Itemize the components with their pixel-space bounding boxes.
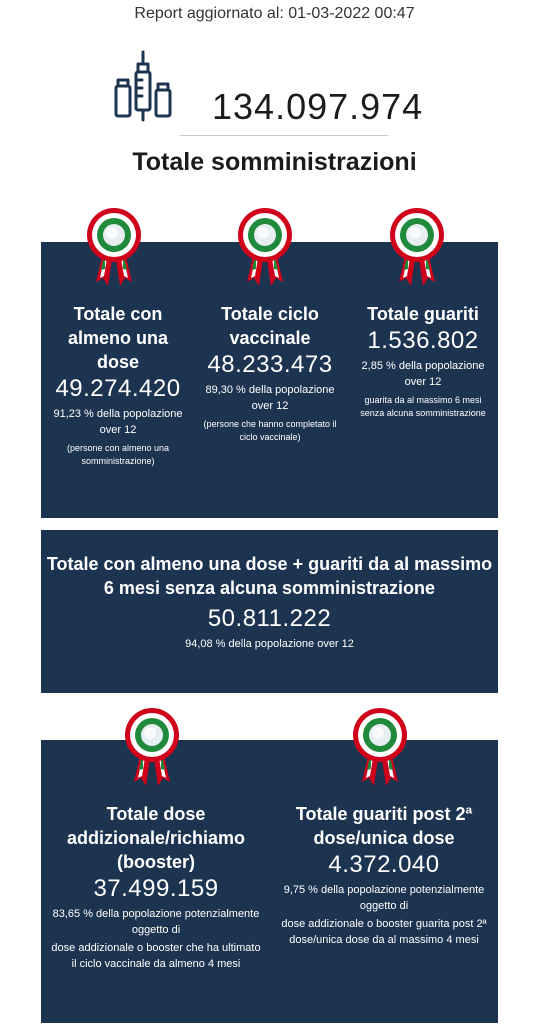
rosette-icon <box>389 208 445 288</box>
stat-percent: 9,75 % della popolazione potenzialmente oggetto di <box>283 884 485 912</box>
stat-percent: 2,85 % della popolazione over 12 <box>361 360 485 388</box>
stat-title: Totale dose addizionale/richiamo (booster) <box>66 804 246 872</box>
stat-value: 1.536.802 <box>367 327 479 354</box>
stat-percent: 89,30 % della popolazione over 12 <box>205 384 335 412</box>
stat-title: Totale guariti post 2ª dose/unica dose <box>295 804 473 848</box>
stat-percent: 94,08 % della popolazione over 12 <box>185 638 354 650</box>
vaccine-icon <box>112 50 174 122</box>
stat-title: Totale ciclo vaccinale <box>221 304 319 348</box>
stat-recovered <box>359 302 487 420</box>
stat-recovered-post-dose <box>279 802 489 948</box>
total-administrations-title: Totale somministrazioni <box>132 148 417 176</box>
stat-title: Totale con almeno una dose + guariti da al massimo 6 mesi senza alcuna somministrazione <box>46 554 493 598</box>
stat-complete-cycle <box>201 302 339 444</box>
rosette-icon <box>124 708 180 788</box>
stat-value: 37.499.159 <box>93 875 219 902</box>
stat-note: dose addizionale o booster che ha ultimato il ciclo vaccinale da almeno 4 mesi <box>51 942 261 970</box>
rosette-icon <box>237 208 293 288</box>
stat-note: dose addizionale o booster guarita post 2ª dose/unica dose da al massimo 4 mesi <box>281 918 487 946</box>
stat-percent: 83,65 % della popolazione potenzialmente oggetto di <box>52 908 260 936</box>
stat-value: 4.372.040 <box>328 851 440 878</box>
panel-dose-plus-recovered <box>41 530 498 693</box>
stat-note: guarita da al massimo 6 mesi senza alcuna somministrazione <box>360 395 486 418</box>
stat-percent: 91,23 % della popolazione over 12 <box>53 408 183 436</box>
stat-note: (persone che hanno completato il ciclo vaccinale) <box>203 419 337 442</box>
divider <box>180 135 388 136</box>
stat-booster <box>51 802 261 972</box>
stat-value: 49.274.420 <box>55 375 181 402</box>
report-timestamp: Report aggiornato al: 01-03-2022 00:47 <box>134 5 415 22</box>
stat-title: Totale con almeno una dose <box>67 304 169 372</box>
stat-title: Totale guariti <box>367 304 479 324</box>
rosette-icon <box>352 708 408 788</box>
stat-value: 48.233.473 <box>207 351 333 378</box>
total-administrations-value: 134.097.974 <box>212 86 424 127</box>
rosette-icon <box>86 208 142 288</box>
panel-booster <box>41 740 498 1023</box>
stat-value: 50.811.222 <box>207 605 332 632</box>
stat-at-least-one-dose <box>53 302 183 468</box>
stat-note: (persone con almeno una somministrazione) <box>66 443 170 466</box>
